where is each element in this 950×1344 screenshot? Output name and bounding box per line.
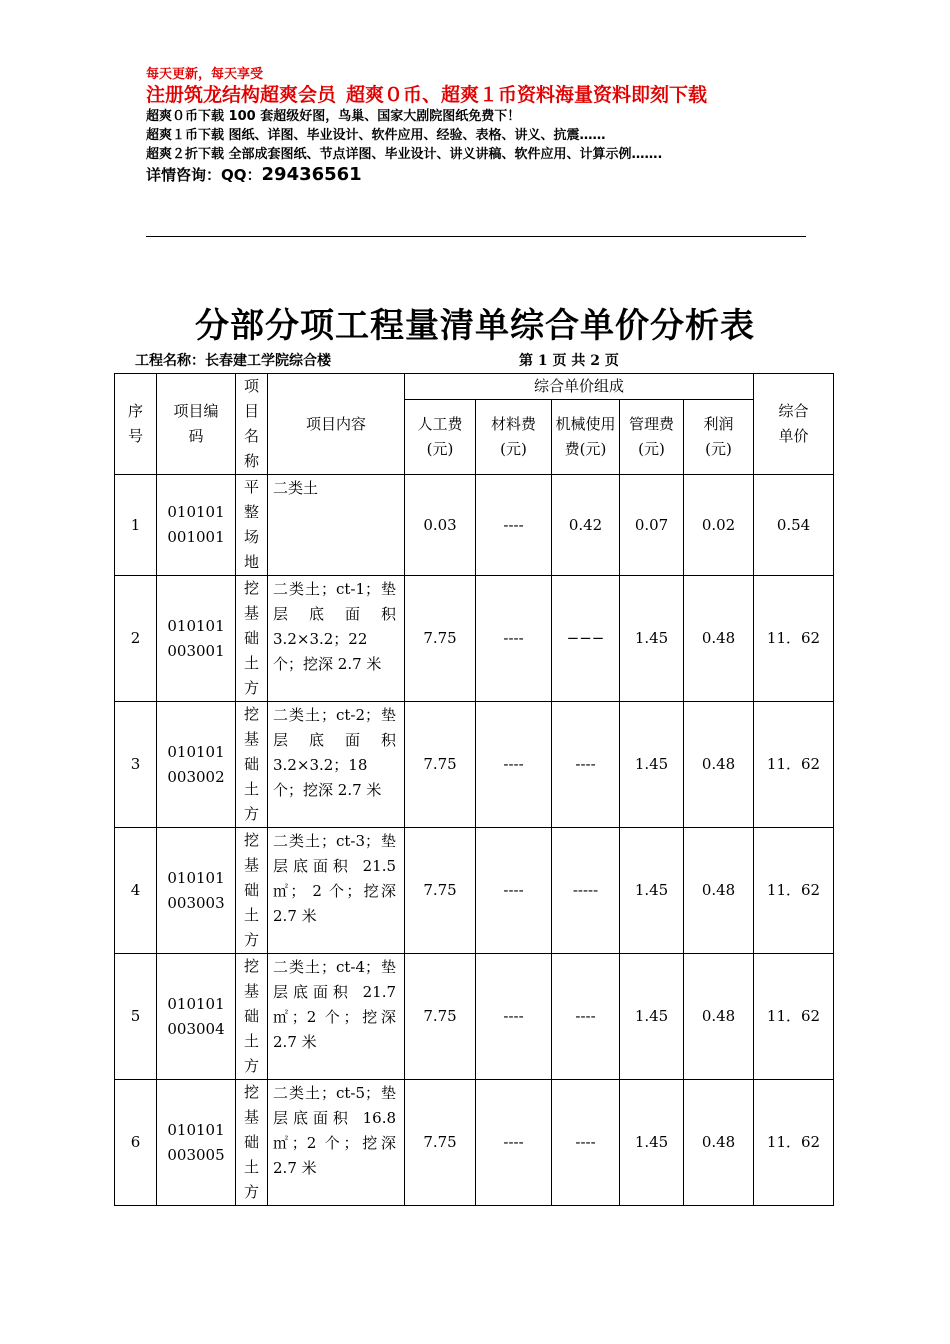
cell-name: 挖基础土方: [236, 1080, 268, 1206]
cell-seq: 6: [115, 1080, 157, 1206]
promo-line-1: 每天更新，每天享受: [146, 67, 264, 82]
header-group: 综合单价组成: [405, 374, 754, 400]
cell-mgmt: 1.45: [620, 1080, 684, 1206]
header-mgmt: 管理费(元): [620, 400, 684, 475]
header-content: 项目内容: [268, 374, 405, 475]
cell-total: 11．62: [754, 828, 834, 954]
header-profit: 利润(元): [684, 400, 754, 475]
header-divider: [146, 236, 806, 237]
cell-seq: 4: [115, 828, 157, 954]
cell-profit: 0.48: [684, 702, 754, 828]
cell-name: 挖基础土方: [236, 702, 268, 828]
cell-seq: 2: [115, 576, 157, 702]
cell-total: 0.54: [754, 475, 834, 576]
cell-material: ----: [476, 954, 552, 1080]
promo-line-4: 超爽１币下载 图纸、详图、毕业设计、软件应用、经验、表格、讲义、抗震……: [146, 128, 606, 143]
table-row: [115, 576, 834, 702]
cell-total: 11．62: [754, 954, 834, 1080]
cell-code: 010101003005: [157, 1080, 236, 1206]
cell-seq: 1: [115, 475, 157, 576]
header-labor: 人工费(元): [405, 400, 476, 475]
promo-contact: [146, 164, 826, 186]
cell-machine: -----: [552, 828, 620, 954]
cell-mgmt: 1.45: [620, 828, 684, 954]
cell-material: ----: [476, 576, 552, 702]
cell-name: 平整场地: [236, 475, 268, 576]
header-code: 项目编码: [157, 374, 236, 475]
cell-mgmt: 1.45: [620, 702, 684, 828]
cell-material: ----: [476, 702, 552, 828]
promo-line-5: 超爽２折下载 全部成套图纸、节点详图、毕业设计、讲义讲稿、软件应用、计算示例…….: [146, 147, 663, 162]
cell-labor: 7.75: [405, 828, 476, 954]
cell-content: 二类土；ct-4；垫层底面积 21.7㎡；2 个；挖深 2.7 米: [268, 954, 405, 1080]
cell-machine: 0.42: [552, 475, 620, 576]
cell-labor: 7.75: [405, 1080, 476, 1206]
promo-banner: [146, 66, 826, 186]
cell-profit: 0.48: [684, 828, 754, 954]
header-name: 项目名称: [236, 374, 268, 475]
cell-name: 挖基础土方: [236, 954, 268, 1080]
cell-name: 挖基础土方: [236, 828, 268, 954]
table-row: [115, 954, 834, 1080]
page-title: 分部分项工程量清单综合单价分析表: [195, 306, 755, 346]
cell-content: 二类土；ct-1；垫层底面积3.2×3.2；22 个；挖深 2.7 米: [268, 576, 405, 702]
header-machine: 机械使用费(元): [552, 400, 620, 475]
table-row: [115, 475, 834, 576]
cell-code: 010101001001: [157, 475, 236, 576]
cell-labor: 0.03: [405, 475, 476, 576]
cell-machine: −−−: [552, 576, 620, 702]
page-info: 第 1 页 共 2 页: [519, 353, 619, 369]
cell-code: 010101003003: [157, 828, 236, 954]
promo-subheadline: 超爽０币、超爽１币资料海量资料即刻下载: [346, 84, 708, 106]
table-row: [115, 828, 834, 954]
contact-label: 详情咨询：QQ：: [146, 166, 262, 184]
promo-headline: 注册筑龙结构超爽会员: [146, 84, 337, 106]
table-row: [115, 1080, 834, 1206]
promo-line-2: [146, 84, 826, 107]
header-total: 综合单价: [754, 374, 834, 475]
cell-mgmt: 1.45: [620, 576, 684, 702]
cell-mgmt: 0.07: [620, 475, 684, 576]
cell-seq: 3: [115, 702, 157, 828]
cell-content: 二类土: [268, 475, 405, 576]
promo-line-3: 超爽０币下载 100 套超级好图，鸟巢、国家大剧院图纸免费下！: [146, 109, 521, 124]
cell-mgmt: 1.45: [620, 954, 684, 1080]
cell-code: 010101003001: [157, 576, 236, 702]
cell-material: ----: [476, 475, 552, 576]
unit-price-table: [114, 373, 834, 1206]
cell-profit: 0.48: [684, 576, 754, 702]
cell-machine: ----: [552, 1080, 620, 1206]
cell-profit: 0.48: [684, 1080, 754, 1206]
cell-material: ----: [476, 828, 552, 954]
cell-content: 二类土；ct-3；垫层底面积 21.5㎡； 2 个；挖深 2.7 米: [268, 828, 405, 954]
cell-profit: 0.02: [684, 475, 754, 576]
cell-labor: 7.75: [405, 576, 476, 702]
cell-seq: 5: [115, 954, 157, 1080]
cell-name: 挖基础土方: [236, 576, 268, 702]
cell-profit: 0.48: [684, 954, 754, 1080]
cell-code: 010101003004: [157, 954, 236, 1080]
cell-labor: 7.75: [405, 702, 476, 828]
header-seq: 序号: [115, 374, 157, 475]
cell-total: 11．62: [754, 1080, 834, 1206]
cell-total: 11．62: [754, 576, 834, 702]
cell-content: 二类土；ct-2；垫层底面积3.2×3.2；18 个；挖深 2.7 米: [268, 702, 405, 828]
cell-material: ----: [476, 1080, 552, 1206]
table-row: [115, 702, 834, 828]
cell-total: 11．62: [754, 702, 834, 828]
cell-labor: 7.75: [405, 954, 476, 1080]
header-row-1: [115, 374, 834, 400]
cell-content: 二类土；ct-5；垫层底面积 16.8㎡；2 个；挖深 2.7 米: [268, 1080, 405, 1206]
header-material: 材料费(元): [476, 400, 552, 475]
contact-qq: 29436561: [261, 164, 362, 185]
cell-code: 010101003002: [157, 702, 236, 828]
project-name: 工程名称：长春建工学院综合楼: [135, 353, 331, 369]
cell-machine: ----: [552, 954, 620, 1080]
cell-machine: ----: [552, 702, 620, 828]
